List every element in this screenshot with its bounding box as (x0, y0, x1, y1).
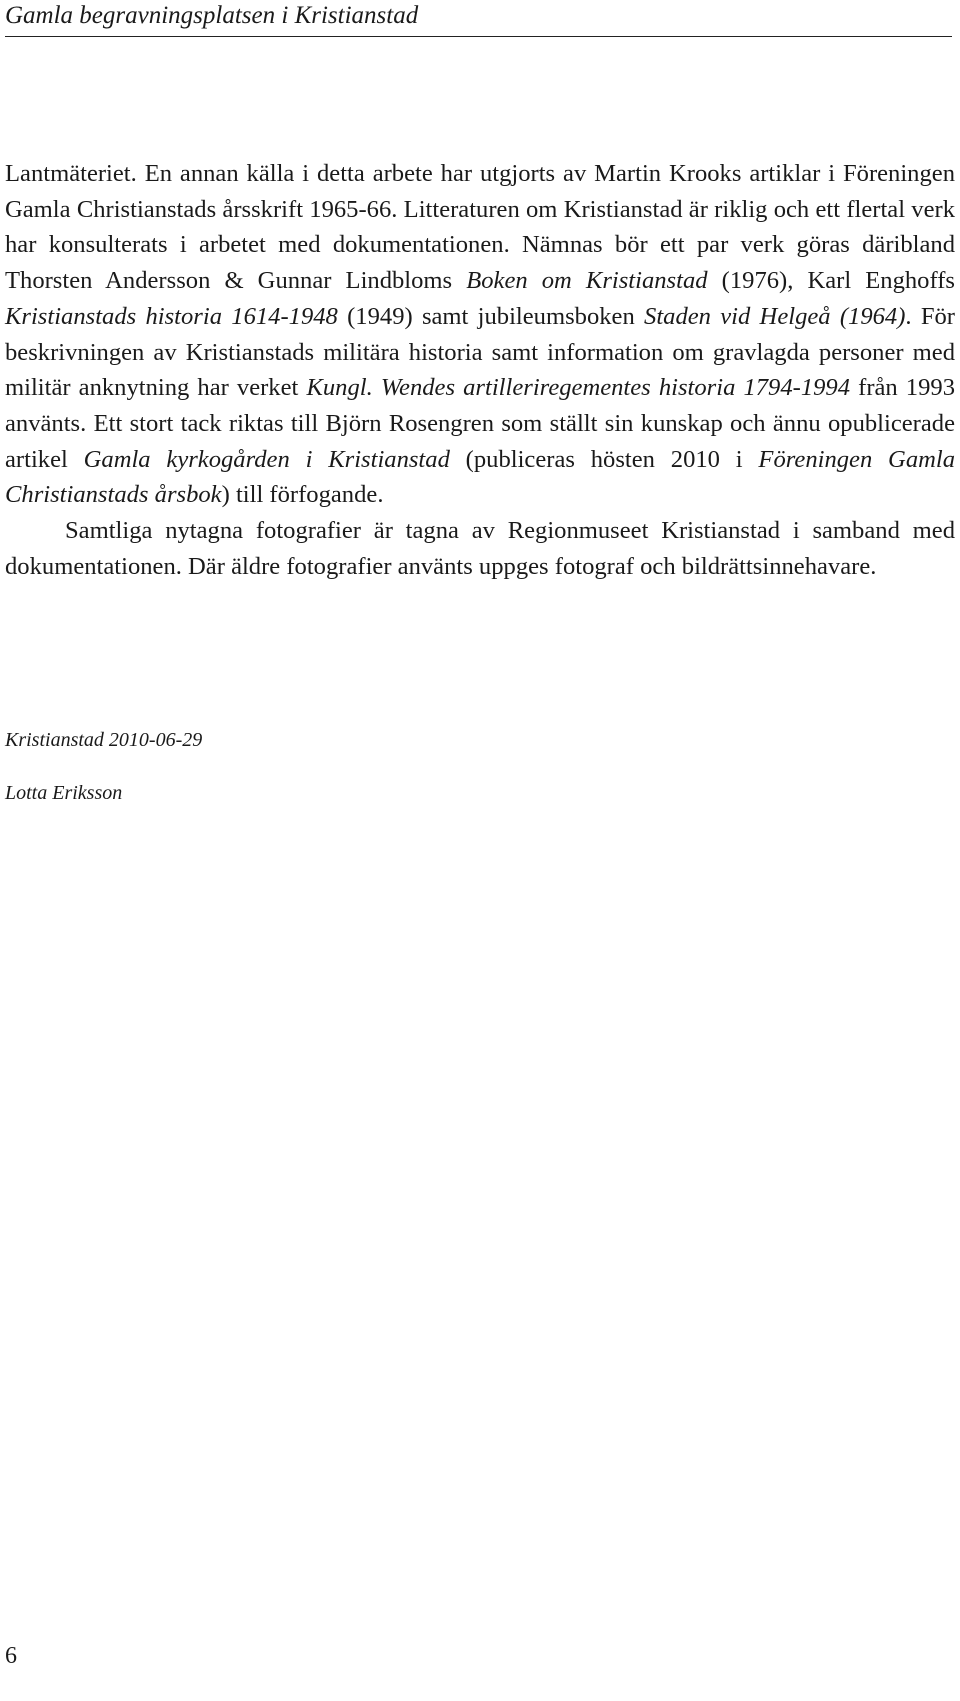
paragraph-text: (publiceras hösten 2010 i (449, 445, 759, 473)
book-title: Staden vid Helgeå (1964) (644, 302, 906, 330)
running-header (5, 0, 952, 37)
author-signature: Lotta Eriksson (5, 782, 123, 804)
paragraph-text: från 1993 använts. Ett stort tack riktas till Björn Rosengren som ställt sin kunskap och ännu opublicerade artikel (5, 374, 955, 473)
paragraph-sources (5, 156, 955, 513)
page-number: 6 (5, 1643, 17, 1669)
paragraph-text: Lantmäteriet. En annan källa i detta arbete har utgjorts av Martin Krooks artiklar i Föreningen Gamla Christianstads årsskrift 1965-66. Litteraturen om Kristianstad är riklig och ett flertal verk har konsulterats i arbetet med dokumentationen. Nämnas bör ett par verk göras däribland Thorsten Andersson & Gunnar Lindbloms (5, 160, 955, 295)
place-date: Kristianstad 2010-06-29 (5, 729, 203, 751)
paragraph-photographs: Samtliga nytagna fotografier är tagna av Regionmuseet Kristianstad i samband med dokumentationen. Där äldre fotografier använts uppges fotograf och bildrättsinnehavare. (5, 517, 955, 580)
paragraph-text: (1949) samt jubileumsboken (337, 302, 645, 330)
running-header-title: Gamla begravningsplatsen i Kristianstad (5, 2, 419, 29)
article-title: Gamla kyrkogården i Kristianstad (83, 445, 450, 473)
book-title: Kungl. Wendes artilleriregementes historia 1794-1994 (306, 374, 851, 402)
yearbook-title: Föreningen Gamla Christianstads årsbok (5, 445, 956, 509)
body-text (5, 156, 955, 584)
book-title: Boken om Kristianstad (466, 267, 708, 295)
paragraph-text: . För beskrivningen av Kristianstads militära historia samt information om gravlagda personer med militär anknytning har verket (5, 302, 956, 402)
paragraph-text: ) till förfogande. (221, 481, 384, 509)
book-title: Kristianstads historia 1614-1948 (5, 302, 338, 330)
paragraph-text: (1976), Karl Enghoffs (707, 267, 955, 295)
